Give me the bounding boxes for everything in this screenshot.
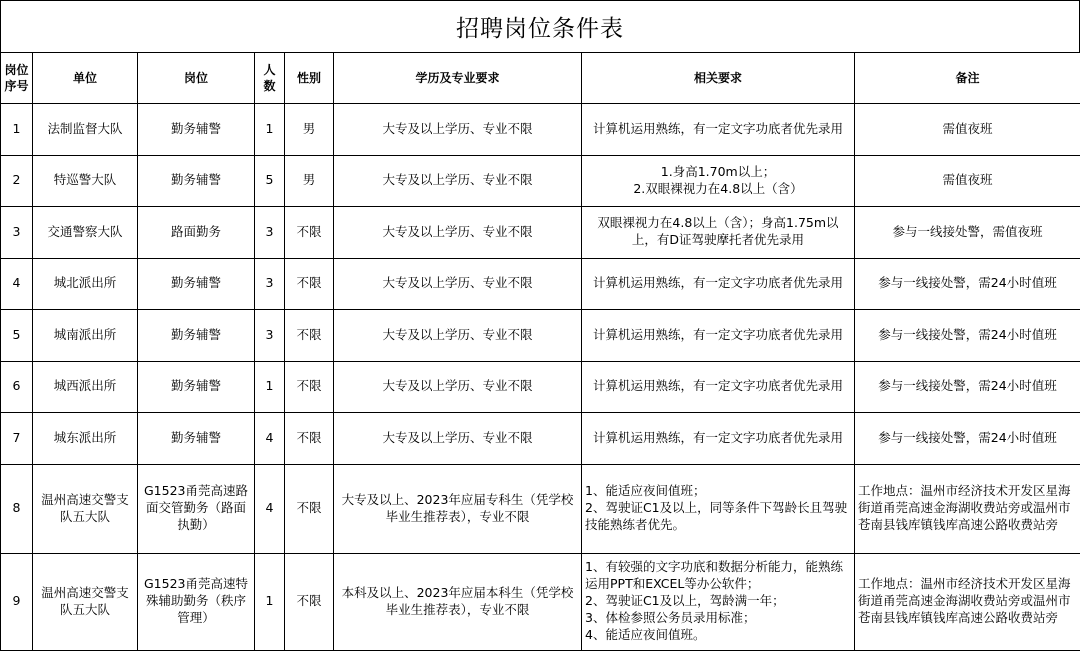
cell-req — [582, 207, 855, 259]
cell-no: 3 — [1, 207, 33, 259]
cell-unit: 温州高速交警支队五大队 — [33, 464, 138, 553]
table-row — [1, 464, 1080, 553]
header-note: 备注 — [855, 53, 1080, 104]
cell-post: 勤务辅警 — [138, 258, 255, 310]
header-count: 人数 — [255, 53, 285, 104]
cell-no: 7 — [1, 413, 33, 465]
cell-unit: 特巡警大队 — [33, 155, 138, 207]
cell-no: 5 — [1, 310, 33, 362]
cell-no: 4 — [1, 258, 33, 310]
cell-note: 需值夜班 — [855, 104, 1080, 156]
req-line: 3、体检参照公务员录用标准； — [585, 609, 756, 625]
cell-count: 4 — [255, 464, 285, 553]
cell-count: 3 — [255, 310, 285, 362]
cell-edu: 本科及以上、2023年应届本科生（凭学校毕业生推荐表），专业不限 — [334, 553, 582, 650]
table-row — [1, 207, 1080, 259]
cell-req — [582, 361, 855, 413]
cell-count: 1 — [255, 361, 285, 413]
cell-unit: 城西派出所 — [33, 361, 138, 413]
table-row — [1, 258, 1080, 310]
table-row — [1, 155, 1080, 207]
cell-gender: 不限 — [285, 310, 334, 362]
cell-edu: 大专及以上、2023年应届专科生（凭学校毕业生推荐表），专业不限 — [334, 464, 582, 553]
cell-post: G1523甬莞高速路面交管勤务（路面执勤） — [138, 464, 255, 553]
req-line: 2、驾驶证C1及以上，同等条件下驾龄长且驾驶技能熟练者优先。 — [585, 500, 848, 532]
req-line: 2.双眼裸视力在4.8以上（含） — [633, 180, 803, 196]
header-post: 岗位 — [138, 53, 255, 104]
cell-gender: 不限 — [285, 207, 334, 259]
cell-gender: 男 — [285, 104, 334, 156]
table-row — [1, 361, 1080, 413]
cell-edu: 大专及以上学历、专业不限 — [334, 258, 582, 310]
req-line: 计算机运用熟练，有一定文字功底者优先录用 — [592, 120, 843, 136]
cell-note: 需值夜班 — [855, 155, 1080, 207]
cell-count: 1 — [255, 104, 285, 156]
cell-note: 参与一线接处警，需24小时值班 — [855, 413, 1080, 465]
cell-note: 工作地点：温州市经济技术开发区星海街道甬莞高速金海湖收费站旁或温州市苍南县钱库镇钱库高速公路收费站旁 — [855, 553, 1080, 650]
header-req: 相关要求 — [582, 53, 855, 104]
req-line: 1.身高1.70m以上； — [660, 163, 776, 179]
cell-no: 9 — [1, 553, 33, 650]
cell-unit: 交通警察大队 — [33, 207, 138, 259]
table-row — [1, 104, 1080, 156]
cell-count: 4 — [255, 413, 285, 465]
cell-unit: 法制监督大队 — [33, 104, 138, 156]
cell-req — [582, 413, 855, 465]
cell-req — [582, 155, 855, 207]
cell-note: 参与一线接处警，需24小时值班 — [855, 361, 1080, 413]
cell-post: 勤务辅警 — [138, 155, 255, 207]
cell-unit: 温州高速交警支队五大队 — [33, 553, 138, 650]
cell-post: 勤务辅警 — [138, 361, 255, 413]
page-title: 招聘岗位条件表 — [456, 16, 624, 42]
cell-unit: 城东派出所 — [33, 413, 138, 465]
req-line: 1、有较强的文字功底和数据分析能力，能熟练运用PPT和EXCEL等办公软件； — [585, 559, 843, 592]
header-no: 岗位 序号 — [1, 53, 33, 104]
cell-gender: 不限 — [285, 464, 334, 553]
cell-req — [582, 464, 855, 553]
req-line: 计算机运用熟练，有一定文字功底者优先录用 — [592, 275, 843, 291]
cell-post: 勤务辅警 — [138, 104, 255, 156]
req-line: 计算机运用熟练，有一定文字功底者优先录用 — [592, 429, 843, 445]
cell-edu: 大专及以上学历、专业不限 — [334, 207, 582, 259]
req-line: 计算机运用熟练，有一定文字功底者优先录用 — [592, 326, 843, 342]
cell-edu: 大专及以上学历、专业不限 — [334, 104, 582, 156]
req-line: 计算机运用熟练，有一定文字功底者优先录用 — [592, 378, 843, 394]
req-line: 2、驾驶证C1及以上，驾龄满一年； — [585, 593, 785, 609]
cell-gender: 不限 — [285, 258, 334, 310]
cell-no: 2 — [1, 155, 33, 207]
cell-edu: 大专及以上学历、专业不限 — [334, 413, 582, 465]
header-gender: 性别 — [285, 53, 334, 104]
cell-gender: 不限 — [285, 553, 334, 650]
cell-count: 5 — [255, 155, 285, 207]
table-row — [1, 413, 1080, 465]
cell-gender: 男 — [285, 155, 334, 207]
cell-post: 勤务辅警 — [138, 310, 255, 362]
header-unit: 单位 — [33, 53, 138, 104]
cell-unit: 城南派出所 — [33, 310, 138, 362]
title-row — [0, 0, 1080, 52]
cell-count: 1 — [255, 553, 285, 650]
cell-edu: 大专及以上学历、专业不限 — [334, 310, 582, 362]
cell-edu: 大专及以上学历、专业不限 — [334, 155, 582, 207]
table-body — [1, 104, 1080, 651]
cell-post: 勤务辅警 — [138, 413, 255, 465]
cell-count: 3 — [255, 258, 285, 310]
header-edu: 学历及专业要求 — [334, 53, 582, 104]
table-row — [1, 310, 1080, 362]
positions-table — [0, 52, 1080, 651]
cell-req — [582, 553, 855, 650]
cell-note: 参与一线接处警，需24小时值班 — [855, 310, 1080, 362]
cell-post: G1523甬莞高速特殊辅助勤务（秩序管理） — [138, 553, 255, 650]
cell-note: 参与一线接处警，需24小时值班 — [855, 258, 1080, 310]
cell-no: 8 — [1, 464, 33, 553]
req-line: 1、能适应夜间值班； — [585, 483, 706, 499]
cell-req — [582, 310, 855, 362]
cell-edu: 大专及以上学历、专业不限 — [334, 361, 582, 413]
header-row — [1, 53, 1080, 104]
req-line: 4、能适应夜间值班。 — [585, 626, 706, 642]
cell-gender: 不限 — [285, 413, 334, 465]
cell-note: 工作地点：温州市经济技术开发区星海街道甬莞高速金海湖收费站旁或温州市苍南县钱库镇钱库高速公路收费站旁 — [855, 464, 1080, 553]
cell-req — [582, 104, 855, 156]
cell-gender: 不限 — [285, 361, 334, 413]
cell-count: 3 — [255, 207, 285, 259]
table-row — [1, 553, 1080, 650]
cell-no: 1 — [1, 104, 33, 156]
cell-note: 参与一线接处警，需值夜班 — [855, 207, 1080, 259]
cell-req — [582, 258, 855, 310]
cell-unit: 城北派出所 — [33, 258, 138, 310]
cell-post: 路面勤务 — [138, 207, 255, 259]
cell-no: 6 — [1, 361, 33, 413]
req-line: 双眼裸视力在4.8以上（含）；身高1.75m以上，有D证驾驶摩托者优先录用 — [597, 215, 839, 248]
